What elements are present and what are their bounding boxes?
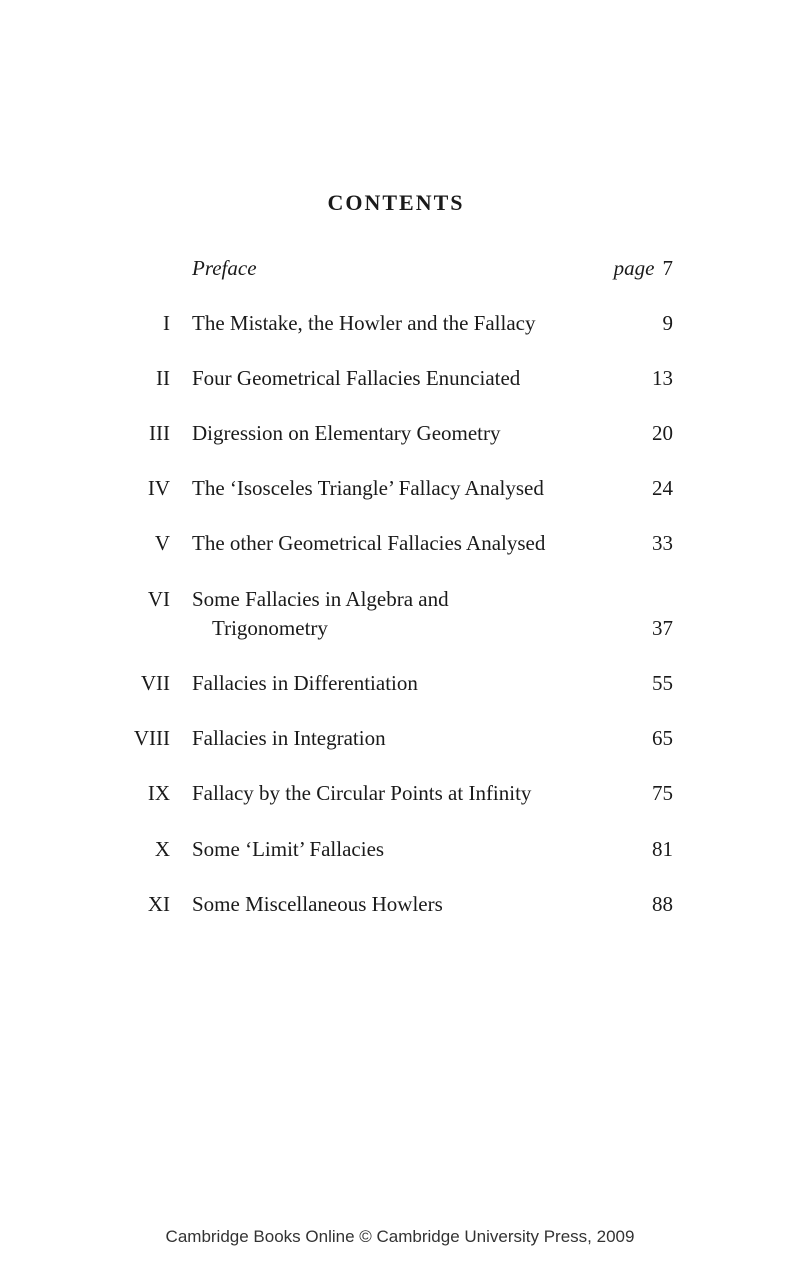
toc-entry-title-line2: Trigonometry — [212, 616, 328, 640]
toc-entry[interactable] — [0, 779, 800, 839]
toc-entry-title: The ‘Isosceles Triangle’ Fallacy Analysed — [192, 476, 544, 500]
page-number: 7 — [662, 256, 673, 280]
toc-entry-page: 55 — [652, 671, 673, 695]
toc-entry[interactable] — [0, 474, 800, 534]
toc-entry-page: 65 — [652, 726, 673, 750]
toc-entry-title: Digression on Elementary Geometry — [192, 421, 501, 445]
toc-entry[interactable] — [0, 309, 800, 369]
toc-entry[interactable] — [0, 724, 800, 784]
copyright-footer: Cambridge Books Online © Cambridge University Press, 2009 — [165, 1227, 635, 1246]
page-prefix: page — [613, 256, 655, 280]
toc-entry[interactable] — [0, 419, 800, 479]
chapter-number: VI — [147, 587, 170, 611]
contents-heading: CONTENTS — [327, 190, 465, 215]
toc-entry-title: Fallacy by the Circular Points at Infinity — [192, 781, 532, 805]
toc-entry-page: 13 — [652, 366, 673, 390]
toc-entry-title — [192, 585, 622, 643]
toc-entry-page: 20 — [652, 421, 673, 445]
toc-entry-title: Four Geometrical Fallacies Enunciated — [192, 366, 521, 390]
toc-entry-title: The Mistake, the Howler and the Fallacy — [192, 311, 536, 335]
toc-entry-title-line1: Some Fallacies in Algebra and — [192, 587, 449, 611]
toc-entry-page: 88 — [652, 892, 673, 916]
toc-entry-page — [614, 254, 673, 283]
chapter-number: IV — [147, 476, 170, 500]
toc-entry-title: The other Geometrical Fallacies Analysed — [192, 531, 546, 555]
toc-entry-title: Some Miscellaneous Howlers — [192, 892, 443, 916]
toc-entry-page: 81 — [652, 837, 673, 861]
chapter-number: V — [154, 531, 170, 555]
toc-entry[interactable] — [0, 529, 800, 589]
toc-entry-page: 9 — [662, 311, 673, 335]
toc-entry[interactable] — [0, 890, 800, 950]
toc-entry[interactable] — [0, 364, 800, 424]
toc-entry-page: 37 — [652, 616, 673, 640]
toc-entry-preface[interactable] — [0, 254, 800, 314]
toc-entry[interactable] — [0, 669, 800, 729]
toc-entry[interactable] — [0, 835, 800, 895]
toc-entry-title: Fallacies in Integration — [192, 726, 386, 750]
chapter-number: VIII — [133, 726, 170, 750]
chapter-number: III — [149, 421, 170, 445]
chapter-number: I — [163, 311, 170, 335]
chapter-number: VII — [140, 671, 170, 695]
chapter-number: IX — [147, 781, 170, 805]
toc-entry-title: Preface — [192, 256, 257, 280]
toc-entry-page: 24 — [652, 476, 673, 500]
chapter-number: II — [156, 366, 170, 390]
chapter-number: XI — [147, 892, 170, 916]
toc-entry-page: 75 — [652, 781, 673, 805]
toc-entry-title: Some ‘Limit’ Fallacies — [192, 837, 385, 861]
chapter-number: X — [154, 837, 170, 861]
toc-entry[interactable] — [0, 585, 800, 655]
toc-entry-page: 33 — [652, 531, 673, 555]
toc-entry-title: Fallacies in Differentiation — [192, 671, 418, 695]
